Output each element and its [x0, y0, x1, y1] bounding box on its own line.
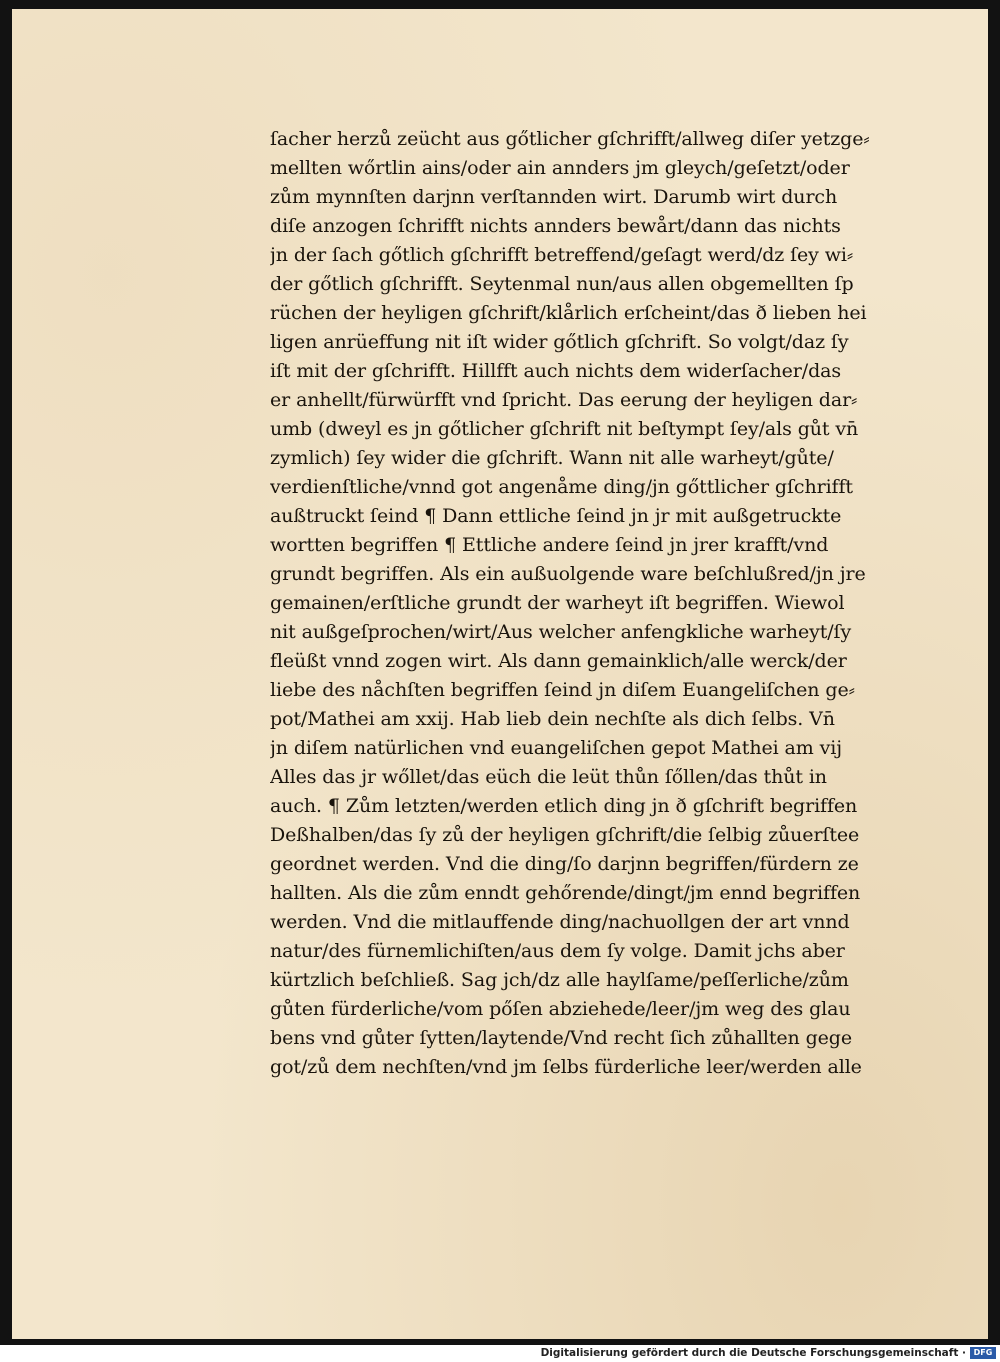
text-line: kürtzlich beſchließ. Sag jch/dz alle haylſame/peſſerliche/zům	[270, 969, 849, 991]
dfg-logo[interactable]: DFG	[970, 1347, 996, 1359]
text-line: werden. Vnd die mitlauffende ding/nachuollgen der art vnnd	[270, 911, 850, 933]
book-page	[12, 9, 988, 1339]
text-line: pot/Mathei am xxij. Hab lieb dein nechſte als dich ſelbs. Vn̄	[270, 708, 835, 730]
text-line: zům mynnſten darjnn verſtannden wirt. Darumb wirt durch	[270, 186, 838, 208]
text-line: fleüßt vnnd zogen wirt. Als dann gemainklich/alle werck/der	[270, 650, 847, 672]
text-line: der gőtlich gſchrifft. Seytenmal nun/aus allen obgemellten ſp	[270, 273, 854, 295]
text-line: verdienſtliche/vnnd got angenåme ding/jn gőttlicher gſchrifft	[270, 476, 853, 498]
text-line: gemainen/erſtliche grundt der warheyt iſt begriffen. Wiewol	[270, 592, 845, 614]
text-line: iſt mit der gſchrifft. Hillfft auch nichts dem widerſacher/das	[270, 360, 842, 382]
text-line: jn diſem natürlichen vnd euangeliſchen gepot Mathei am vij	[270, 737, 843, 759]
text-line: mellten wőrtlin ains/oder ain annders jm gleych/geſetzt/oder	[270, 157, 850, 179]
text-line: diſe anzogen ſchrifft nichts annders bewårt/dann das nichts	[270, 215, 841, 237]
text-line: hallten. Als die zům enndt gehőrende/dingt/jm ennd begriffen	[270, 882, 861, 904]
funding-credit-text: Digitalisierung gefördert durch die Deutsche Forschungsgemeinschaft ·	[540, 1347, 966, 1359]
text-line: gůten fürderliche/vom pőſen abziehede/leer/jm weg des glau	[270, 998, 851, 1020]
text-line: ſacher herzů zeücht aus gőtlicher gſchrifft/allweg diſer yetzge⸗	[270, 128, 870, 150]
text-line: umb (dweyl es jn gőtlicher gſchrift nit beſtympt ſey/als gůt vn̄	[270, 418, 859, 440]
text-line: jn der ſach gőtlich gſchrifft betreffend/geſagt werd/dz ſey wi⸗	[270, 244, 854, 266]
text-line: natur/des fürnemlichiſten/aus dem ſy volge. Damit jchs aber	[270, 940, 845, 962]
text-line: Alles das jr wőllet/das eüch die leüt thůn ſőllen/das thůt in	[270, 766, 827, 788]
text-line: Deßhalben/das ſy zů der heyligen gſchrift/die ſelbig zůuerſtee	[270, 824, 860, 846]
text-line: außtruckt ſeind ¶ Dann ettliche ſeind jn jr mit außgetruckte	[270, 505, 842, 527]
text-line: zymlich) ſey wider die gſchrift. Wann nit alle warheyt/gůte/	[270, 447, 834, 469]
text-line: er anhellt/fürwürfft vnd ſpricht. Das eerung der heyligen dar⸗	[270, 389, 858, 411]
text-line: got/zů dem nechſten/vnd jm ſelbs fürderliche leer/werden alle	[270, 1056, 862, 1078]
digitization-footer	[0, 1345, 1000, 1362]
text-line: bens vnd gůter ſytten/laytende/Vnd recht ſich zůhallten gege	[270, 1027, 852, 1049]
page-text-block	[270, 125, 960, 1082]
text-line: ligen anrüeffung nit iſt wider gőtlich gſchrift. So volgt/daz ſy	[270, 331, 849, 353]
text-line: wortten begriffen ¶ Ettliche andere ſeind jn jrer krafft/vnd	[270, 534, 829, 556]
text-line: grundt begriffen. Als ein außuolgende ware beſchlußred/jn jre	[270, 563, 866, 585]
text-line: geordnet werden. Vnd die ding/ſo darjnn begriffen/fürdern ze	[270, 853, 859, 875]
text-line: liebe des nåchſten begriffen ſeind jn diſem Euangeliſchen ge⸗	[270, 679, 855, 701]
text-line: auch. ¶ Zům letzten/werden etlich ding jn ð gſchrift begriffen	[270, 795, 858, 817]
text-line: nit außgeſprochen/wirt/Aus welcher anfengkliche warheyt/ſy	[270, 621, 852, 643]
text-line: rüchen der heyligen gſchrift/klårlich erſcheint/das ð lieben hei	[270, 302, 867, 324]
